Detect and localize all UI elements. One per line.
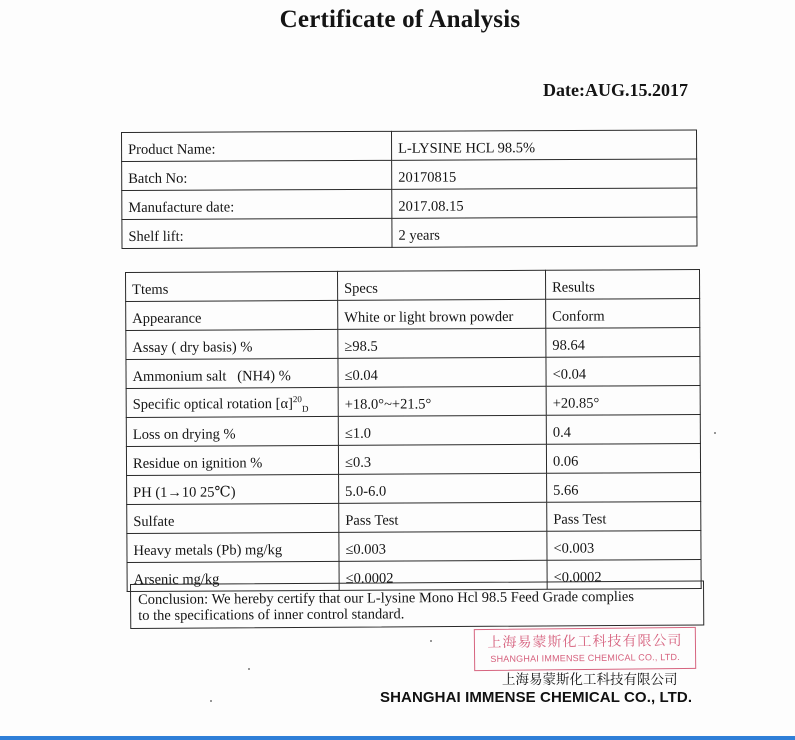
table-row — [122, 159, 697, 191]
scan-speck — [714, 432, 716, 434]
table-row — [122, 217, 697, 249]
item-cell: PH (1→10 25℃) — [127, 474, 339, 504]
scan-speck — [248, 668, 250, 670]
item-cell: Loss on drying % — [126, 416, 338, 446]
scan-speck — [430, 640, 432, 642]
product-name-value: L-LYSINE HCL 98.5% — [391, 130, 696, 160]
result-cell: <0.04 — [546, 356, 700, 386]
item-cell: Heavy metals (Pb) mg/kg — [127, 532, 339, 562]
conclusion-line-1: Conclusion: We hereby certify that our L-lysine Mono Hcl 98.5 Feed Grade complies — [138, 588, 635, 608]
company-name-english: SHANGHAI IMMENSE CHEMICAL CO., LTD. — [380, 689, 693, 706]
item-cell: Arsenic mg/kg — [127, 561, 339, 591]
spec-cell: ≤0.04 — [338, 357, 546, 387]
header-specs: Specs — [337, 270, 545, 300]
batch-no-value: 20170815 — [392, 159, 697, 189]
item-cell: Assay ( dry basis) % — [126, 329, 338, 359]
item-cell: Residue on ignition % — [126, 445, 338, 475]
product-info-table — [121, 129, 698, 249]
spec-cell: ≤0.3 — [338, 444, 546, 474]
header-results: Results — [545, 269, 699, 299]
spec-cell: ≤0.0002 — [339, 560, 547, 590]
spec-cell: White or light brown powder — [338, 299, 546, 329]
specification-table — [125, 269, 702, 592]
result-cell: 0.06 — [546, 443, 700, 473]
company-seal-stamp — [474, 627, 696, 671]
table-row — [127, 472, 701, 504]
scan-speck — [210, 700, 212, 702]
window-bottom-edge — [0, 736, 795, 740]
batch-no-label: Batch No: — [122, 160, 392, 190]
result-cell: +20.85° — [546, 385, 700, 415]
table-row — [126, 414, 700, 446]
shelf-life-value: 2 years — [392, 217, 697, 247]
document-date: Date:AUG.15.2017 — [543, 80, 688, 100]
result-cell: 0.4 — [546, 414, 700, 444]
table-row — [127, 530, 701, 562]
table-row — [126, 356, 700, 388]
spec-cell: 5.0-6.0 — [339, 473, 547, 503]
table-row — [126, 385, 700, 417]
document-title: Certificate of Analysis — [279, 6, 521, 33]
result-cell: <0.0002 — [547, 559, 701, 589]
item-cell: Appearance — [126, 300, 338, 330]
header-items: Ttems — [126, 271, 338, 301]
manufacture-date-value: 2017.08.15 — [392, 188, 697, 218]
table-row — [122, 188, 697, 220]
result-cell: Conform — [546, 298, 700, 328]
stamp-english-name: SHANGHAI IMMENSE CHEMICAL CO., LTD. — [490, 652, 680, 664]
item-superscript: 20 — [292, 394, 302, 405]
company-name-chinese: 上海易蒙斯化工科技有限公司 — [502, 672, 678, 688]
table-header-row — [126, 269, 700, 301]
result-cell: 98.64 — [546, 327, 700, 357]
item-cell: Ammonium salt (NH4) % — [126, 358, 338, 388]
spec-cell: ≥98.5 — [338, 328, 546, 358]
shelf-life-label: Shelf lift: — [122, 218, 392, 248]
product-name-label: Product Name: — [122, 131, 392, 161]
table-row — [126, 443, 700, 475]
item-subscript: D — [301, 404, 309, 415]
spec-cell: +18.0°~+21.5° — [338, 386, 546, 416]
table-row — [122, 130, 697, 162]
conclusion-line-2: to the specifications of inner control standard. — [138, 606, 405, 624]
result-cell: <0.003 — [547, 530, 701, 560]
table-row — [126, 327, 700, 359]
table-row — [126, 298, 700, 330]
stamp-chinese-name: 上海易蒙斯化工科技有限公司 — [487, 632, 683, 652]
item-text: Specific optical rotation [α] — [132, 396, 293, 414]
spec-cell: Pass Test — [339, 502, 547, 532]
manufacture-date-label: Manufacture date: — [122, 189, 392, 219]
table-row — [127, 501, 701, 533]
spec-cell: ≤0.003 — [339, 531, 547, 561]
result-cell: Pass Test — [547, 501, 701, 531]
result-cell: 5.66 — [547, 472, 701, 502]
conclusion-box — [130, 580, 704, 629]
item-cell: Sulfate — [127, 503, 339, 533]
spec-cell: ≤1.0 — [338, 415, 546, 445]
item-cell — [126, 387, 338, 417]
